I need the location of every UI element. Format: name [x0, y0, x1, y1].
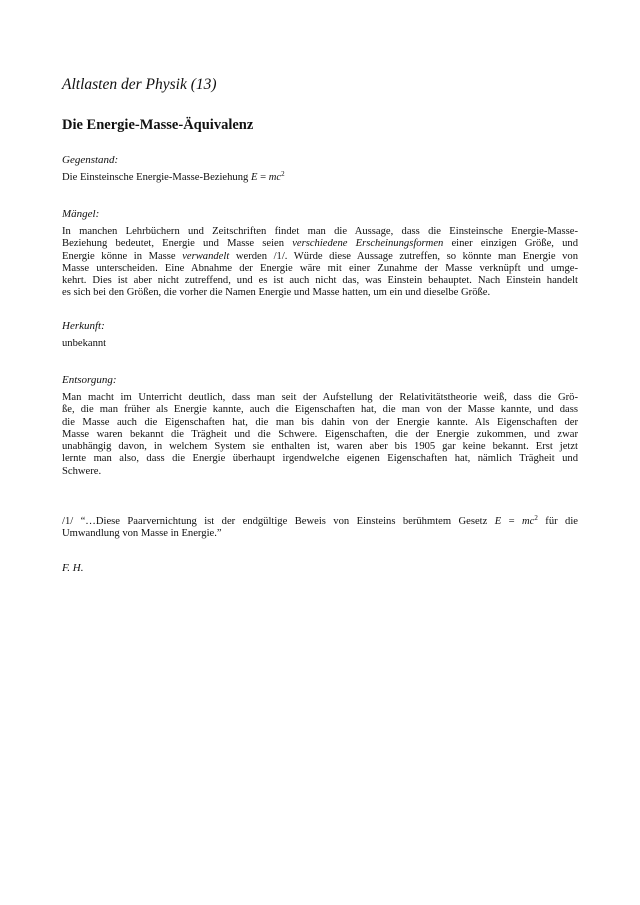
section-heading-entsorgung: Entsorgung: — [62, 374, 117, 386]
page-title: Die Energie-Masse-Äquivalenz — [62, 117, 254, 133]
formula-E: E — [494, 516, 502, 527]
maengel-line: Energie könne in Masse verwandelt werden /1/. Würde diese Aussage zutreffen, so könnte man Energie von — [62, 250, 578, 262]
entsorgung-line: ße, die man früher als Energie kannte, auch die Eigenschaften hat, die man von der Masse kannte, und dass — [62, 404, 578, 416]
maengel-line: es sich bei den Größen, die vorher die Namen Energie und Masse hatten, um ein und dieselbe Größe. — [62, 287, 491, 299]
entsorgung-line: die Masse auch die Eigenschaften hat, die man bis dahin von der Energie kannte. Als Eigenschaften der — [62, 416, 578, 428]
section-text-herkunft — [62, 338, 578, 350]
reference-line: /1/ “…Diese Paarvernichtung ist der endgültige Beweis von Einsteins berühmtem Gesetz $E = mc^2$ für die — [62, 514, 578, 527]
entsorgung-line: Man macht im Unterricht deutlich, dass man seit der Aufstellung der Relativitätstheorie weiß, dass die Grö- — [62, 392, 578, 403]
entsorgung-line: unabhängig davon, in welchem System sie enthalten ist, waren aber bis 1905 gar keine bekannt. Erst jetzt — [62, 441, 578, 453]
reference-line: Umwandlung von Masse in Energie.” — [62, 528, 222, 540]
formula-mc: mc — [268, 172, 282, 183]
formula-exponent: 2 — [281, 170, 285, 178]
series-title: Altlasten der Physik (13) — [62, 76, 217, 93]
entsorgung-line: Masse waren bekannt die Trägheit und die Schwere. Eigenschaften, die der Energie zukommen, und zwar — [62, 428, 578, 440]
section-text-entsorgung — [62, 392, 578, 478]
formula-mc: mc — [522, 516, 535, 527]
entsorgung-line: Schwere. — [62, 465, 102, 477]
section-heading-herkunft: Herkunft: — [62, 320, 105, 332]
maengel-line: Beziehung bedeutet, Energie und Masse seien verschiedene Erscheinungsformen einer einzigen Größe, und — [62, 238, 578, 250]
herkunft-text: unbekannt — [62, 338, 107, 349]
section-text-gegenstand — [62, 172, 578, 184]
author-initials: F. H. — [62, 562, 84, 574]
maengel-line: kehrt. Dies ist aber nicht zutreffend, und es ist auch nicht das, was Einstein behauptet. Nach Einstein handelt — [62, 275, 578, 287]
section-heading-maengel: Mängel: — [62, 208, 100, 220]
maengel-line: In manchen Lehrbüchern und Zeitschriften findet man die Aussage, dass die Einsteinsche Energie-Masse- — [62, 226, 578, 237]
formula-E: E — [250, 172, 258, 183]
entsorgung-line: lernte man also, dass die Energie überhaupt irgendwelche eigenen Eigenschaften hat, nämlich Trägheit und — [62, 453, 578, 465]
reference-note — [62, 516, 578, 541]
section-text-maengel — [62, 226, 578, 300]
maengel-line: Masse unterscheiden. Eine Abnahme der Energie wäre mit einer Zunahme der Masse verknüpft und umge- — [62, 262, 578, 274]
formula-exponent: 2 — [534, 514, 538, 522]
section-heading-gegenstand: Gegenstand: — [62, 154, 119, 166]
gegenstand-text: Die Einsteinsche Energie-Masse-Beziehung — [62, 172, 251, 183]
formula-equals: = — [257, 172, 269, 183]
